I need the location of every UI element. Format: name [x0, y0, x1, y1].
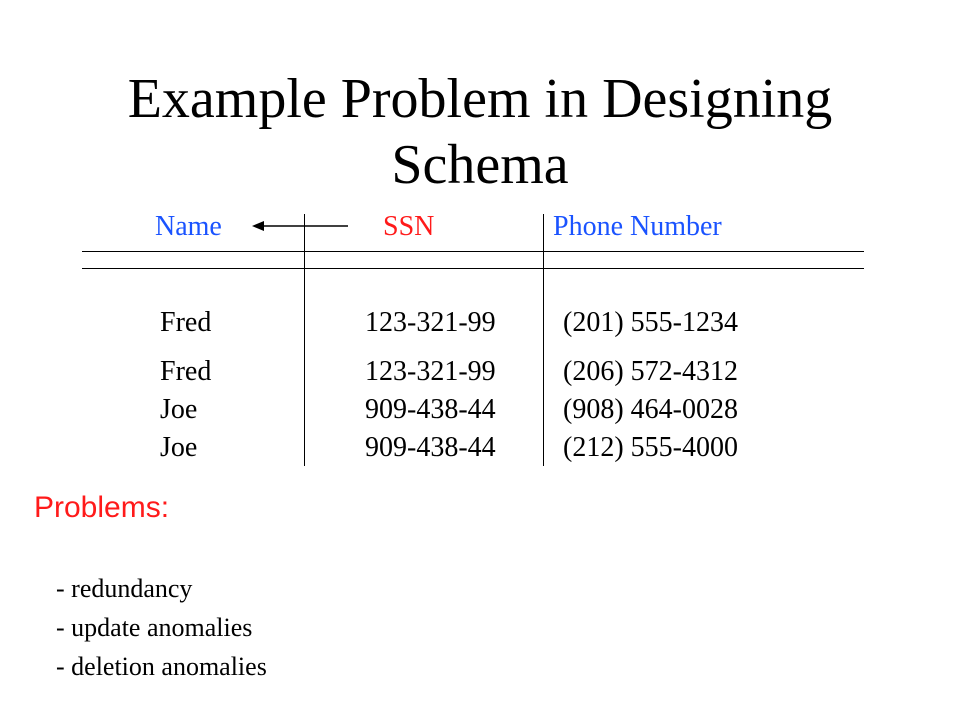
column-header-ssn: SSN: [383, 211, 435, 242]
cell-phone: (201) 555-1234: [563, 307, 738, 338]
cell-name: Fred: [160, 356, 212, 387]
cell-phone: (212) 555-4000: [563, 432, 738, 463]
cell-phone: (206) 572-4312: [563, 356, 738, 387]
problem-item-deletion-anomalies: - deletion anomalies: [56, 652, 267, 681]
table-row: [0, 355, 960, 391]
slide-title-line-2: Schema: [391, 134, 569, 196]
table-row: [0, 306, 960, 342]
left-arrow-icon: [252, 219, 348, 233]
problem-item-update-anomalies: - update anomalies: [56, 613, 253, 642]
header-divider-top: [82, 251, 864, 252]
cell-ssn: 909-438-44: [365, 394, 496, 425]
cell-name: Joe: [160, 394, 198, 425]
slide-title-line-1: Example Problem in Designing: [127, 68, 833, 130]
cell-ssn: 123-321-99: [365, 307, 496, 338]
cell-name: Fred: [160, 307, 212, 338]
cell-phone: (908) 464-0028: [563, 394, 738, 425]
table-row: [0, 393, 960, 429]
header-divider-bottom: [82, 268, 864, 269]
problems-heading: Problems:: [34, 491, 170, 524]
problem-item-redundancy: - redundancy: [56, 574, 193, 603]
table-row: [0, 431, 960, 467]
cell-name: Joe: [160, 432, 198, 463]
cell-ssn: 909-438-44: [365, 432, 496, 463]
column-header-phone: Phone Number: [553, 211, 722, 242]
cell-ssn: 123-321-99: [365, 356, 496, 387]
column-header-name: Name: [155, 211, 222, 242]
